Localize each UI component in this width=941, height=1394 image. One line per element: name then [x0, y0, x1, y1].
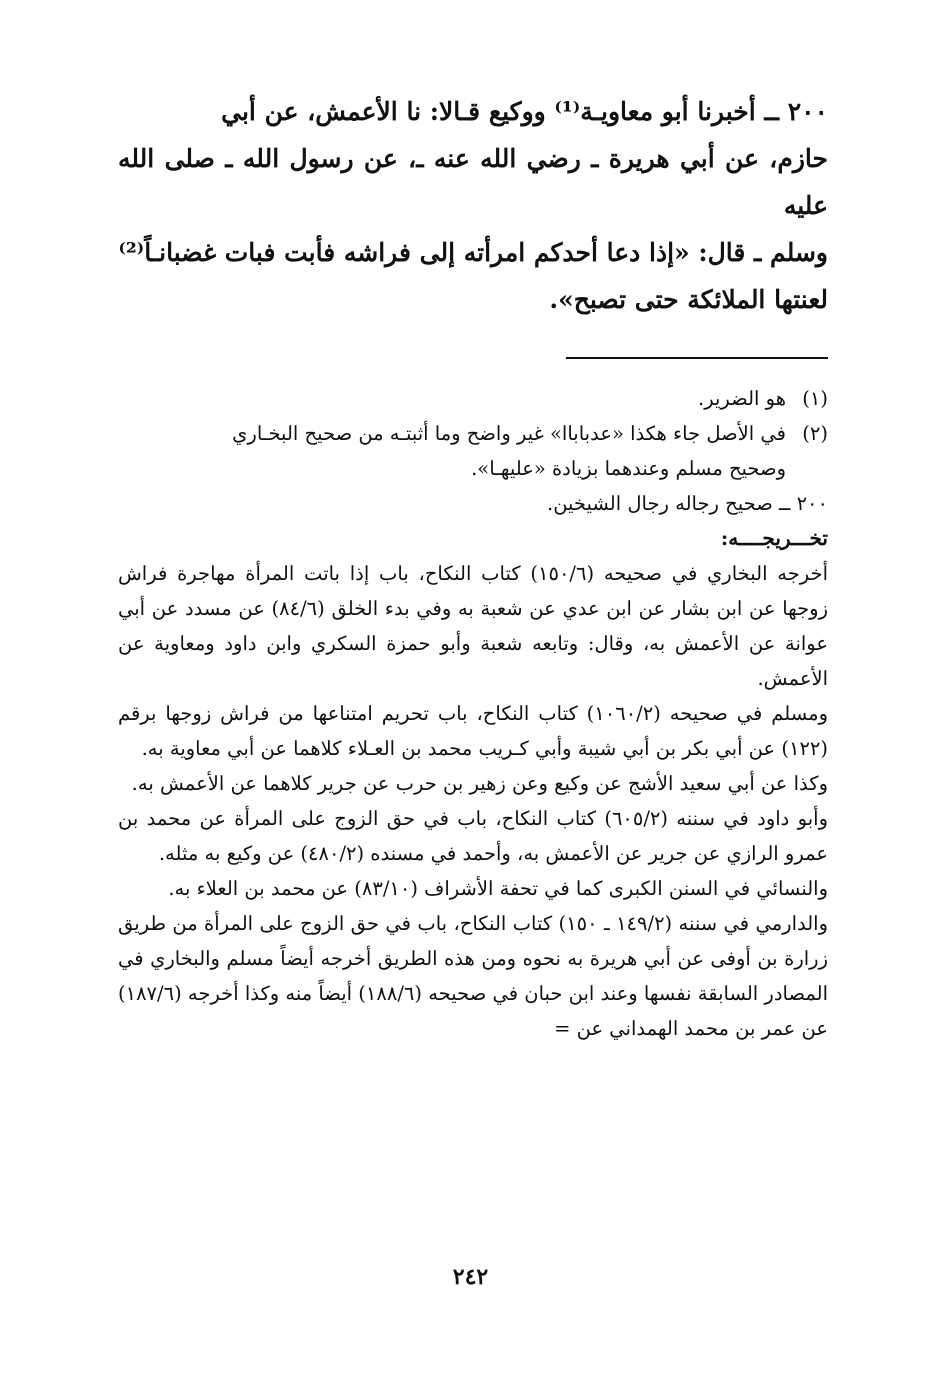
hadith-text: [118, 88, 828, 323]
footnote-number: (٢): [802, 422, 828, 445]
takhrij-title: تخـــريجــــه:: [720, 526, 828, 550]
footnote-separator: [566, 357, 828, 359]
takhrij-paragraph: والدارمي في سننه (١٤٩/٢ ـ ١٥٠) كتاب النكاح، باب في حق الزوج على المرأة من طريق زرارة بن أوفى عن أبي هريرة به نحوه ومن هذه الطريق أخرجه أيضاً مسلم والبخاري في المصادر السابقة نفسها وعند ابن حبان في صحيحه (١٨٨/٦) أيضاً منه وكذا أخرجه (١٨٧/٦) عن عمر بن محمد الهمداني عن =: [118, 912, 828, 1040]
footnote-2-continuation: وصحيح مسلم وعندهما بزيادة «عليهـا».: [471, 457, 786, 480]
footnote-1: [118, 381, 828, 416]
footnotes: [118, 381, 828, 1046]
takhrij-paragraph: ومسلم في صحيحه (١٠٦٠/٢) كتاب النكاح، باب تحريم امتناعها من فراش زوجها برقم (١٢٢) عن أبي بكر بن أبي شيبة وأبي كـريب محمد بن العـلاء كلاهما عن أبي معاوية به.: [118, 702, 828, 760]
commentary-heading: ٢٠٠ ــ صحيح رجاله رجال الشيخين.: [547, 492, 828, 515]
footnote-text: هو الضرير.: [698, 387, 786, 410]
hadith-line: وسلم ـ قال: «إذا دعا أحدكم امرأته إلى فراشه فأبت فبات غضبانـاً⁽²⁾: [118, 238, 828, 267]
takhrij-paragraph: وكذا عن أبي سعيد الأشج عن وكيع وعن زهير بن حرب عن جرير كلاهما عن الأعمش به.: [131, 772, 828, 795]
footnote-text: في الأصل جاء هكذا «عدباباا» غير واضح وما أثبتـه من صحيح البخـاري: [232, 422, 786, 445]
footnote-2: [118, 416, 828, 451]
page-body: [118, 88, 828, 1046]
page-number: ٢٤٢: [452, 1264, 489, 1290]
takhrij-paragraph: والنسائي في السنن الكبرى كما في تحفة الأشراف (٨٣/١٠) عن محمد بن العلاء به.: [168, 877, 828, 900]
hadith-line: لعنتها الملائكة حتى تصبح».: [549, 285, 828, 314]
takhrij-paragraph: أخرجه البخاري في صحيحه (١٥٠/٦) كتاب النكاح، باب إذا باتت المرأة مهاجرة فراش زوجها عن ابن بشار عن ابن عدي عن شعبة به وفي بدء الخلق (٨٤/٦) عن مسدد عن أبي عوانة عن الأعمش به، وقال: وتابعه شعبة وأبو حمزة السكري وابن داود ومعاوية عن الأعمش.: [118, 562, 829, 690]
hadith-line: ٢٠٠ ــ أخبرنا أبو معاويـة⁽¹⁾ ووكيع قـالا: نا الأعمش، عن أبي: [221, 97, 828, 126]
takhrij-paragraph: وأبو داود في سننه (٦٠٥/٢) كتاب النكاح، باب في حق الزوج على المرأة عن محمد بن عمرو الرازي عن جرير عن الأعمش به، وأحمد في مسنده (٤٨٠/٢) عن وكيع به مثله.: [118, 807, 829, 865]
footnote-number: (١): [802, 387, 828, 410]
hadith-line: حازم، عن أبي هريرة ـ رضي الله عنه ـ، عن رسول الله ـ صلى الله عليه: [118, 144, 828, 220]
